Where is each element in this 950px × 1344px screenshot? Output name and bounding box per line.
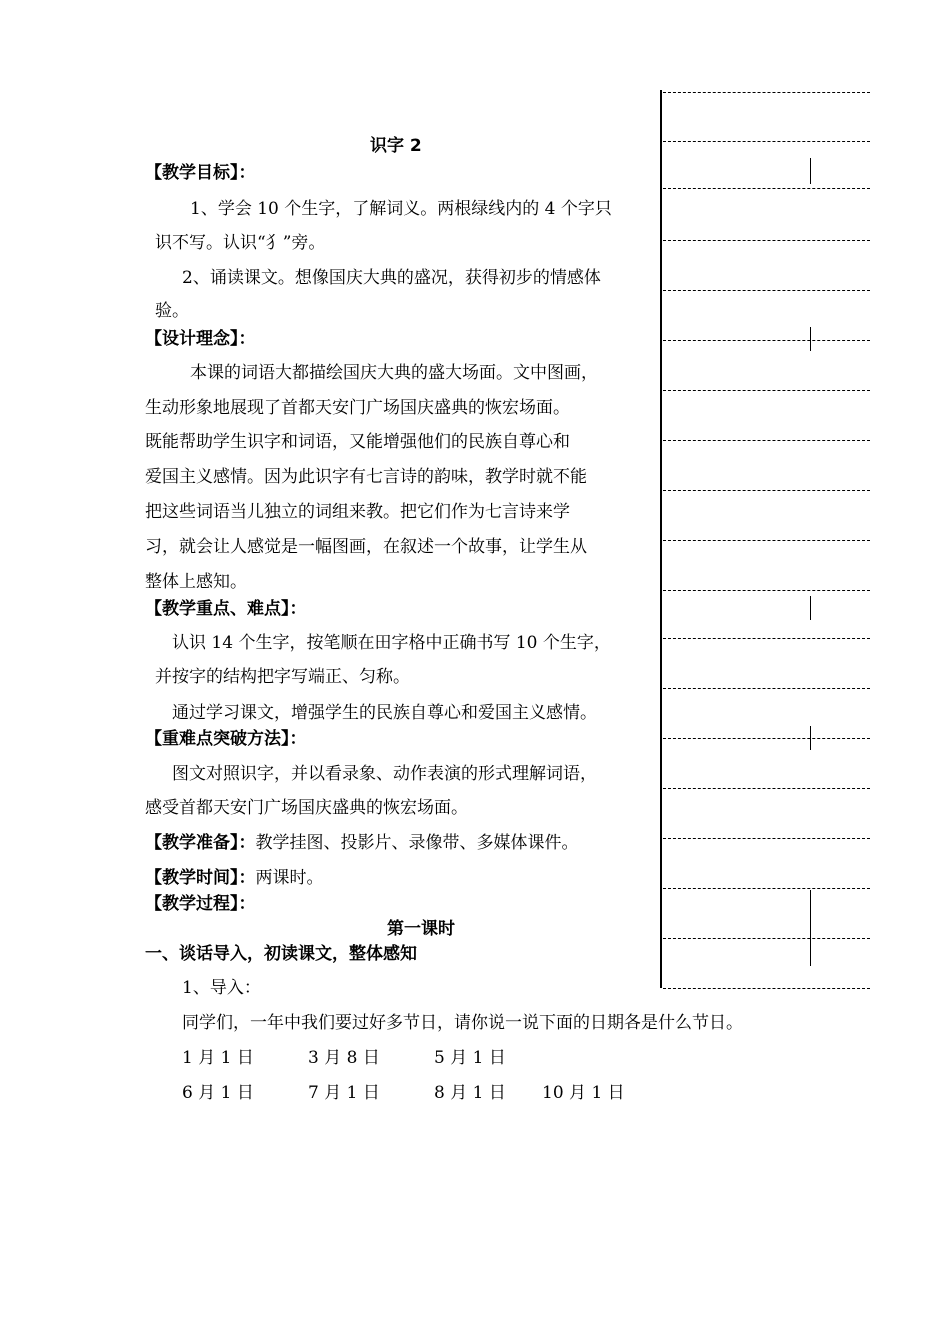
process-heading: 【教学过程】： — [145, 894, 256, 914]
method-line: 感受首都天安门广场国庆盛典的恢宏场面。 — [145, 798, 468, 818]
time-heading: 【教学时间】： — [145, 868, 256, 888]
key-heading: 【教学重点、难点】： — [145, 599, 307, 619]
concept-line: 整体上感知。 — [145, 572, 247, 592]
method-heading: 【重难点突破方法】： — [145, 729, 307, 749]
concept-heading: 【设计理念】： — [145, 329, 256, 349]
concept-line: 爱国主义感情。因为此识字有七言诗的韵味，教学时就不能 — [145, 467, 587, 487]
prep-text: 教学挂图、投影片、录像带、多媒体课件。 — [255, 833, 579, 853]
time-text: 两课时。 — [255, 868, 324, 888]
intro-text: 同学们，一年中我们要过好多节日，请你说一说下面的日期各是什么节日。 — [182, 1013, 743, 1033]
method-line: 图文对照识字，并以看录象、动作表演的形式理解词语， — [172, 764, 597, 784]
key-line: 通过学习课文，增强学生的民族自尊心和爱国主义感情。 — [172, 703, 597, 723]
date-item: 3 月 8 日 — [308, 1048, 380, 1068]
concept-line: 既能帮助学生识字和词语，又能增强他们的民族自尊心和 — [145, 432, 570, 452]
time-line — [145, 867, 324, 889]
goal-1-line-2: 识不写。认识“犭”旁。 — [155, 233, 326, 253]
date-item: 7 月 1 日 — [308, 1083, 380, 1103]
date-item: 1 月 1 日 — [182, 1048, 254, 1068]
goal-2-line-2: 验。 — [155, 301, 189, 321]
key-line: 并按字的结构把字写端正、匀称。 — [155, 667, 410, 687]
part-1-heading: 一、谈话导入，初读课文，整体感知 — [145, 944, 417, 964]
concept-line: 本课的词语大都描绘国庆大典的盛大场面。文中图画， — [190, 363, 598, 383]
goal-2-line-1: 2、诵读课文。想像国庆大典的盛况，获得初步的情感体 — [182, 268, 601, 288]
date-item: 10 月 1 日 — [542, 1083, 625, 1103]
lesson-title: 第一课时 — [387, 919, 455, 939]
prep-heading: 【教学准备】： — [145, 833, 256, 853]
concept-line: 生动形象地展现了首都天安门广场国庆盛典的恢宏场面。 — [145, 398, 570, 418]
concept-line: 习，就会让人感觉是一幅图画，在叙述一个故事，让学生从 — [145, 537, 587, 557]
intro-label: 1、导入： — [182, 978, 261, 998]
date-item: 6 月 1 日 — [182, 1083, 254, 1103]
goals-heading: 【教学目标】： — [145, 163, 256, 183]
concept-line: 把这些词语当儿独立的词组来教。把它们作为七言诗来学 — [145, 502, 570, 522]
date-item: 5 月 1 日 — [434, 1048, 506, 1068]
prep-line — [145, 832, 579, 854]
date-item: 8 月 1 日 — [434, 1083, 506, 1103]
margin-vertical-rule — [660, 90, 662, 988]
key-line: 认识 14 个生字，按笔顺在田字格中正确书写 10 个生字， — [172, 633, 611, 653]
goal-1-line-1: 1、学会 10 个生字，了解词义。两根绿线内的 4 个字只 — [190, 199, 612, 219]
document-title: 识字 2 — [370, 136, 422, 156]
